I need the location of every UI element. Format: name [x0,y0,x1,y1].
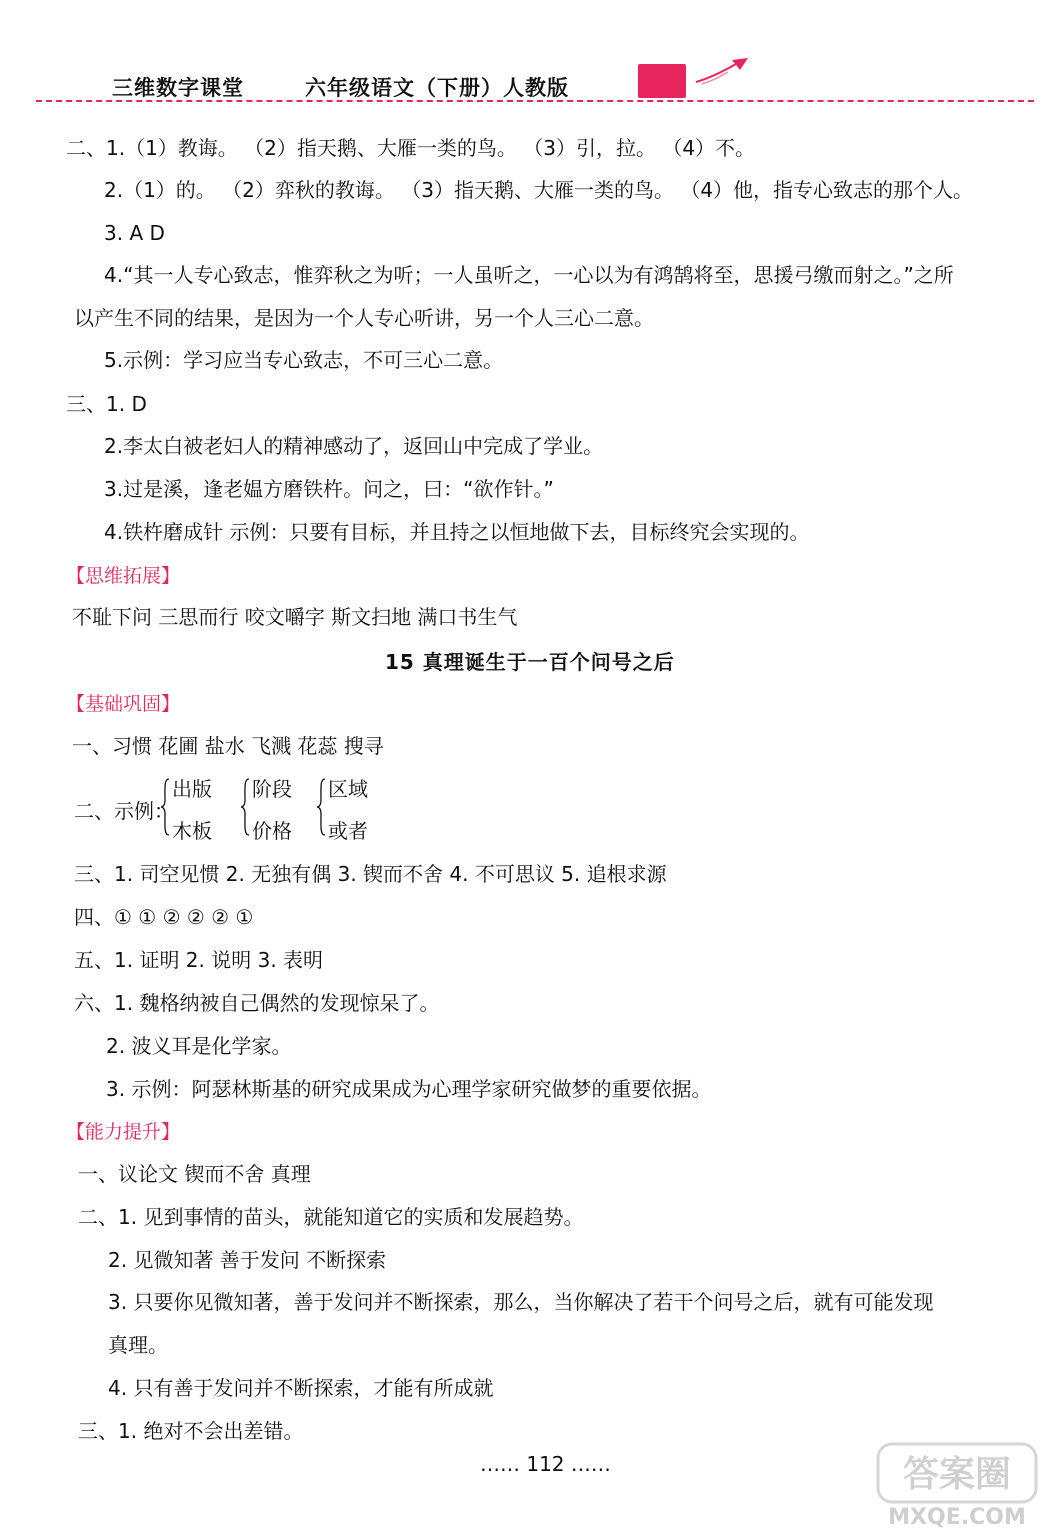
brace-word: 木板 [172,819,212,843]
answer-line: 2.李太白被老妇人的精神感动了，返回山中完成了学业。 [104,434,604,458]
answer-line: 二、1.（1）教诲。 （2）指天鹅、大雁一类的鸟。 （3）引，拉。 （4）不。 [66,136,756,160]
rocket-icon [692,56,752,88]
brace-icon [160,778,170,836]
header-badge [638,64,686,98]
answer-line: 三、1. 司空见惯 2. 无独有偶 3. 锲而不舍 4. 不可思议 5. 追根求源 [74,862,667,886]
answer-line: 3.过是溪，逢老媪方磨铁杵。问之，曰：“欲作针。” [104,477,554,501]
answer-line: 4.铁杵磨成针 示例：只要有目标，并且持之以恒地做下去，目标终究会实现的。 [104,520,810,544]
brace-icon [316,778,326,836]
answer-line: 三、1. D [66,392,147,416]
page-header [0,0,1051,108]
brace-word: 阶段 [252,777,292,801]
brace-word: 区域 [328,777,368,801]
brace-word: 价格 [252,819,292,843]
answer-line: 五、1. 证明 2. 说明 3. 表明 [74,948,324,972]
brace-word: 出版 [172,777,212,801]
svg-text:MXQE.COM: MXQE.COM [888,1505,1026,1530]
answer-line: 不耻下问 三思而行 咬文嚼字 斯文扫地 满口书生气 [72,605,518,629]
page-number: …… 112 …… [480,1452,611,1476]
section-tag-basics: 【基础巩固】 [66,693,181,715]
answer-line: 真理。 [108,1333,168,1357]
svg-text:答案圈: 答案圈 [902,1454,1012,1495]
answer-line: 3. 示例：阿瑟林斯基的研究成果成为心理学家研究做梦的重要依据。 [106,1077,712,1101]
answer-line: 2. 波义耳是化学家。 [106,1034,292,1058]
header-brand: 三维数字课堂 [112,76,244,100]
answer-line: 一、习惯 花圃 盐水 飞溅 花蕊 搜寻 [72,734,384,758]
answer-line: 4. 只有善于发问并不断探索，才能有所成就 [108,1376,494,1400]
answer-line: 六、1. 魏格纳被自己偶然的发现惊呆了。 [74,991,440,1015]
watermark-logo [872,1440,1042,1530]
answer-line: 4.“其一人专心致志，惟弈秋之为听；一人虽听之，一心以为有鸿鹄将至，思援弓缴而射之。”之所 [104,263,954,287]
answer-line: 3. A D [104,221,165,245]
answer-line: 二、1. 见到事情的苗头，就能知道它的实质和发展趋势。 [78,1205,584,1229]
section-tag-ability: 【能力提升】 [66,1121,181,1143]
lesson-title: 15 真理诞生于一百个问号之后 [385,650,675,674]
answer-line: 3. 只要你见微知著，善于发问并不断探索，那么，当你解决了若干个问号之后，就有可能发现 [108,1290,934,1314]
brace-prefix: 二、示例： [74,799,174,823]
brace-word: 或者 [328,819,368,843]
brace-icon [240,778,250,836]
answer-line: 以产生不同的结果，是因为一个人专心听讲，另一个人三心二意。 [74,306,654,330]
answer-line: 2. 见微知著 善于发问 不断探索 [108,1248,387,1272]
answer-line: 5.示例：学习应当专心致志，不可三心二意。 [104,348,504,372]
answer-line: 2.（1）的。 （2）弈秋的教诲。 （3）指天鹅、大雁一类的鸟。 （4）他，指专心致志的那个人。 [104,178,974,202]
answer-line: 三、1. 绝对不会出差错。 [78,1419,304,1443]
header-book-title: 六年级语文（下册）人教版 [305,76,569,100]
answer-line: 一、议论文 锲而不舍 真理 [78,1162,311,1186]
section-tag-thinking: 【思维拓展】 [66,565,181,587]
header-dashed-rule [36,100,1034,102]
answer-line: 四、① ① ② ② ② ① [74,905,254,929]
